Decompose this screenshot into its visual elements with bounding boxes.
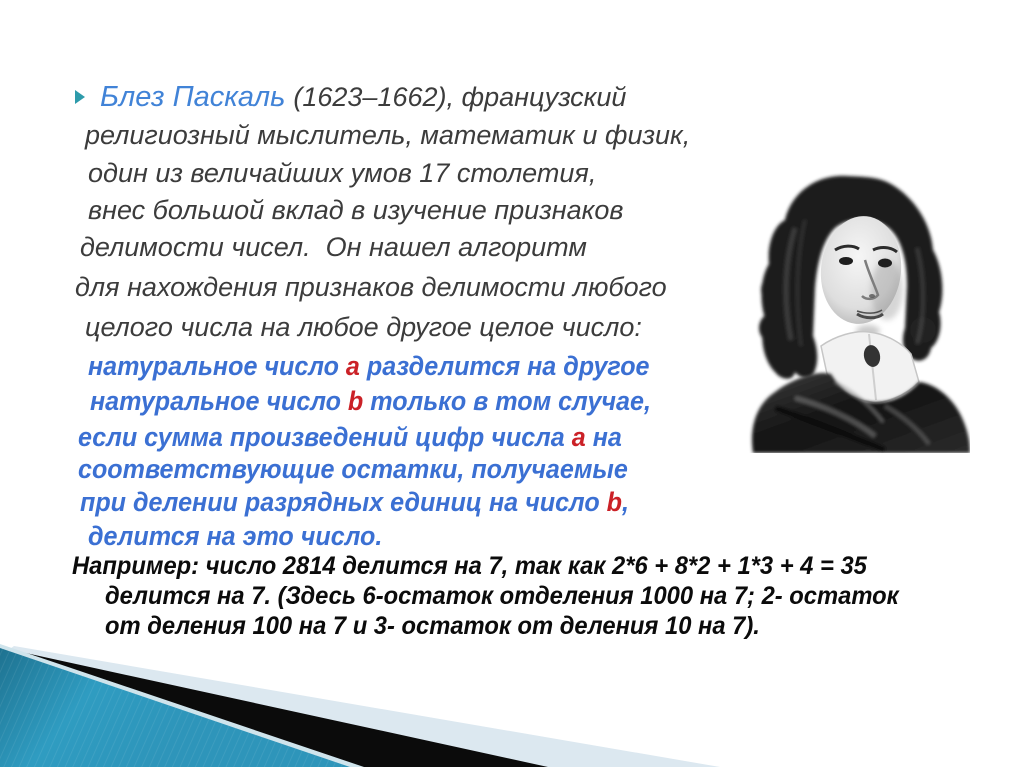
text-segment: Блез Паскаль [100,81,294,113]
text-segment: внес большой вклад в изучение признаков [88,195,624,225]
body-line [85,118,690,152]
text-segment: при делении разрядных единиц на число [80,487,607,517]
text-segment: для нахождения признаков делимости любого [75,272,667,302]
text-segment: b [347,386,364,416]
statement-line [88,519,382,553]
pascal-portrait-image [735,168,970,453]
statement-line [78,420,622,454]
text-segment: a [571,422,586,452]
example-line [105,581,899,611]
statement-line [90,384,651,418]
statement-line [88,349,650,383]
corner-ribbon-decoration [0,637,1024,767]
text-segment: целого числа на любое другое целое число: [85,312,642,342]
text-segment: a [345,351,360,381]
statement-line [78,452,628,486]
text-segment: делится на 7. (Здесь 6-остаток отделения 1000 на 7; 2- остаток [105,582,899,610]
body-line [80,230,587,264]
bullet-icon [75,90,85,104]
text-segment: делится на это число. [88,521,383,551]
statement-line [80,485,629,519]
body-line [85,310,642,344]
body-line [88,193,623,227]
text-segment: натуральное число [90,386,348,416]
text-segment: если сумма произведений цифр числа [78,422,572,452]
text-segment: от деления 100 на 7 и 3- остаток от деления 10 на 7). [105,612,760,640]
text-segment: (1623–1662), французский [293,82,627,112]
text-segment: религиозный мыслитель, математик и физик, [85,120,691,150]
text-segment: , [622,487,630,517]
body-line [88,156,596,190]
text-segment: b [606,487,623,517]
body-line [75,270,667,304]
text-segment: натуральное число [88,351,346,381]
example-line [72,551,867,581]
text-segment: соответствующие остатки, получаемые [78,454,628,484]
text-segment: на [585,422,622,452]
text-segment: разделится на другое [359,351,650,381]
text-segment: делимости чисел. Он нашел алгоритм [80,232,587,262]
intro-line [75,80,626,114]
text-segment: Например: число 2814 делится на 7, так как 2*6 + 8*2 + 1*3 + 4 = 35 [72,552,867,580]
text-segment: один из величайших умов 17 столетия, [88,158,597,188]
text-segment: только в том случае, [363,386,651,416]
